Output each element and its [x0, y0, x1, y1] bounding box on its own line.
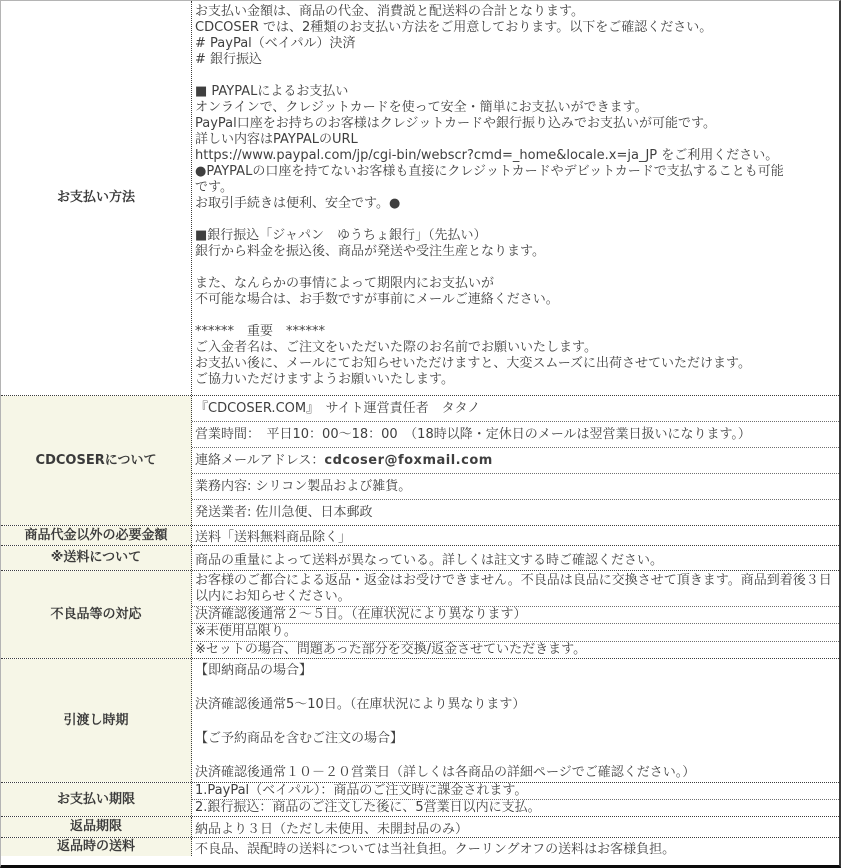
text-line: 銀行から料金を振込後、商品が発送や受注生産となります。 — [195, 244, 545, 259]
text-line: ■銀行振込「ジャパン ゆうちょ銀行」（先払い） — [195, 228, 487, 243]
text-line: ※セットの場合、問題あった部分を交換/返金させていただきます。 — [195, 641, 587, 657]
contact-email: cdcoser@foxmail.com — [324, 452, 493, 468]
exchange-time-cell — [192, 606, 839, 623]
text-line: ご入金者名は、ご注文をいただいた際のお名前でお願いいたします。 — [195, 340, 597, 355]
text-line: また、なんらかの事情によって期限内にお支払いが — [195, 276, 495, 291]
text-line: お客様のご都合による返品・返金はお受けできません。不良品は良品に交換させて頂きます。商品到着後３日以内にお知らせください。 — [195, 572, 832, 604]
text-line: 1.PayPal（ベイパル）：商品のご注文時に課金されます。 — [195, 783, 528, 798]
row-return-deadline — [1, 816, 839, 837]
row-about-cdcoser — [1, 395, 839, 525]
payment-method-content — [192, 1, 839, 395]
business-scope-cell — [192, 473, 839, 499]
defective-handling-content — [192, 571, 839, 658]
row-payment-method — [1, 1, 839, 395]
bank-deadline-cell — [192, 799, 839, 816]
delivery-period-content — [192, 659, 839, 782]
text-line: ご協力いただけますようお願いいたします。 — [195, 372, 454, 387]
set-exchange-cell — [192, 641, 839, 658]
unused-only-cell — [192, 623, 839, 640]
payment-deadline-content — [192, 783, 839, 816]
return-shipping-fee-content — [192, 838, 839, 856]
text-line: お支払い後に、メールにてお知らせいただけますと、大変スムーズに出荷させていただけます。 — [195, 356, 752, 371]
header-delivery-period: 引渡し時期 — [1, 659, 192, 782]
text-line: 送料「送料無料商品除く」 — [195, 530, 352, 545]
blank-line — [195, 212, 835, 228]
text-line: ●PAYPALの口座を持てないお客様も直接にクレジットカードやデビットカードで支払することも可能 — [195, 164, 784, 179]
paypal-url-line: https://www.paypal.com/jp/cgi-bin/webscr?cmd=_home&locale.x=ja_JP をご利用ください。 — [195, 148, 779, 163]
text-line: PayPal口座をお持ちのお客様はクレジットカードや銀行振り込みでお支払いが可能です。 — [195, 116, 716, 131]
paypal-deadline-cell — [192, 783, 839, 799]
text-line: 業務内容: シリコン製品および雑貨。 — [195, 478, 412, 494]
return-policy-cell — [192, 571, 839, 606]
header-extra-charges: 商品代金以外の必要金額 — [1, 526, 192, 545]
text-line: 商品の重量によって送料が異なっている。詳しくは註文する時ご確認ください。 — [195, 552, 664, 568]
row-defective-handling — [1, 570, 839, 658]
blank-line — [195, 260, 835, 276]
text-line: 不良品、誤配時の送料については当社負担。クーリングオフの送料はお客様負担。 — [195, 841, 676, 857]
row-payment-deadline — [1, 782, 839, 816]
text-line: 2.銀行振込：商品のご注文した後に、5営業日以内に支払。 — [195, 800, 541, 815]
text-line: です。 — [195, 180, 233, 195]
header-return-deadline: 返品期限 — [1, 817, 192, 837]
blank-line — [195, 747, 835, 764]
text-line: 決済確認後通常１０－２０営業日（詳しくは各商品の詳細ページでご確認ください。） — [195, 765, 696, 780]
text-line: 不可能な場合は、お手数ですが事前にメールご連絡ください。 — [195, 292, 559, 307]
contact-email-cell — [192, 447, 839, 473]
blank-line — [195, 308, 835, 324]
blank-line — [195, 679, 835, 696]
text-line: 『CDCOSER.COM』 サイト運営責任者 タタノ — [195, 400, 481, 416]
text-line: 納品より３日（ただし未使用、未開封品のみ） — [195, 821, 469, 837]
extra-charges-content — [192, 526, 839, 545]
text-line: 詳しい内容はPAYPALのURL — [195, 132, 358, 147]
text-line: ※未使用品限り。 — [195, 624, 297, 640]
text-line: 決済確認後通常5～10日。（在庫状況により異なります） — [195, 697, 526, 712]
business-hours-cell — [192, 421, 839, 447]
text-line: 【ご予約商品を含むご注文の場合】 — [195, 731, 404, 746]
text-line: オンラインで、クレジットカードを使って安全・簡単にお支払いができます。 — [195, 100, 648, 115]
contact-email-label: 連絡メールアドレス： — [195, 452, 325, 468]
row-delivery-period — [1, 658, 839, 782]
header-defective-handling: 不良品等の対応 — [1, 571, 192, 658]
text-line: 発送業者: 佐川急便、日本郵政 — [195, 504, 373, 520]
shipping-carrier-cell — [192, 499, 839, 525]
text-line: ■ PAYPALによるお支払い — [195, 84, 349, 99]
header-about-cdcoser: CDCOSERについて — [1, 396, 192, 525]
header-payment-deadline: お支払い期限 — [1, 783, 192, 816]
important-note-heading: ****** 重要 ****** — [195, 324, 326, 339]
text-line: # 銀行振込 — [195, 52, 263, 67]
header-return-shipping-fee: 返品時の送料 — [1, 838, 192, 856]
text-line: 【即納商品の場合】 — [195, 663, 313, 678]
shipping-fee-note-content — [192, 546, 839, 570]
blank-line — [195, 68, 835, 84]
header-payment-method: お支払い方法 — [1, 1, 192, 395]
text-line: CDCOSER では、2種類のお支払い方法をご用意しております。以下をご確認ください。 — [195, 20, 713, 35]
text-line: お取引手続きは便利、安全です。● — [195, 196, 401, 211]
row-shipping-fee-note — [1, 545, 839, 570]
text-line: 営業時間： 平日10：00～18：00 （18時以降・定休日のメールは翌営業日扱いになります。） — [195, 426, 751, 442]
header-shipping-fee-note: ※送料について — [1, 546, 192, 570]
about-cdcoser-content — [192, 396, 839, 525]
text-line: 決済確認後通常２～５日。（在庫状況により異なります） — [195, 607, 527, 623]
row-extra-charges — [1, 525, 839, 545]
text-line: お支払い金額は、商品の代金、消費説と配送料の合計となります。 — [195, 4, 584, 19]
site-operator-cell — [192, 396, 839, 421]
text-line: # PayPal（ベイパル）決済 — [195, 36, 356, 51]
row-return-shipping-fee — [1, 837, 839, 856]
return-deadline-content — [192, 817, 839, 837]
blank-line — [195, 713, 835, 730]
